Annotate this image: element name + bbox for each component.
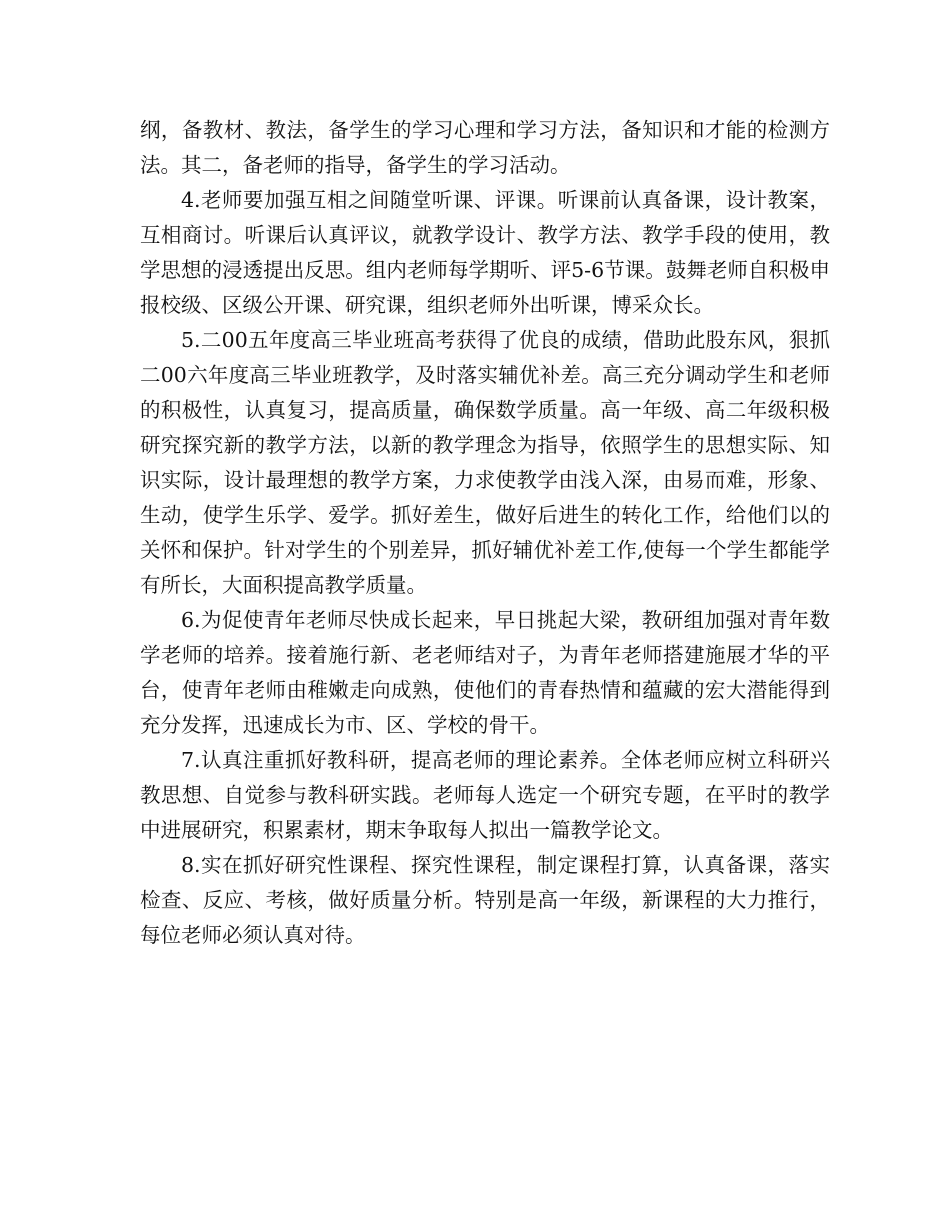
paragraph-item-8: 8.实在抓好研究性课程、探究性课程，制定课程打算，认真备课，落实检查、反应、考核，做好质量分析。特别是高一年级，新课程的大力推行，每位老师必须认真对待。	[140, 853, 830, 947]
paragraph-item-7: 7.认真注重抓好教科研，提高老师的理论素养。全体老师应树立科研兴教思想、自觉参与教科研实践。老师每人选定一个研究专题，在平时的教学中进展研究，积累素材，期末争取每人拟出一篇教学论文。	[140, 748, 830, 842]
document-body	[140, 113, 830, 953]
paragraph-item-4: 4.老师要加强互相之间随堂听课、评课。听课前认真备课，设计教案，互相商讨。听课后认真评议，就教学设计、教学方法、教学手段的使用，教学思想的浸透提出反思。组内老师每学期听、评5-6节课。鼓舞老师自积极申报校级、区级公开课、研究课，组织老师外出听课，博采众长。	[140, 188, 830, 317]
paragraph-continuation: 纲，备教材、教法，备学生的学习心理和学习方法，备知识和才能的检测方法。其二，备老师的指导，备学生的学习活动。	[140, 118, 830, 177]
paragraph-item-5: 5.二00五年度高三毕业班高考获得了优良的成绩，借助此股东风，狠抓二00六年度高三毕业班教学，及时落实辅优补差。高三充分调动学生和老师的积极性，认真复习，提高质量，确保数学质量。高一年级、高二年级积极研究探究新的教学方法，以新的教学理念为指导，依照学生的思想实际、知识实际，设计最理想的教学方案，力求使教学由浅入深，由易而难，形象、生动，使学生乐学、爱学。抓好差生，做好后进生的转化工作，给他们以的关怀和保护。针对学生的个别差异，抓好辅优补差工作,使每一个学生都能学有所长，大面积提高教学质量。	[140, 328, 830, 597]
paragraph-item-6: 6.为促使青年老师尽快成长起来，早日挑起大梁，教研组加强对青年数学老师的培养。接着施行新、老老师结对子，为青年老师搭建施展才华的平台，使青年老师由稚嫩走向成熟，使他们的青春热情和蕴藏的宏大潜能得到充分发挥，迅速成长为市、区、学校的骨干。	[140, 608, 830, 737]
